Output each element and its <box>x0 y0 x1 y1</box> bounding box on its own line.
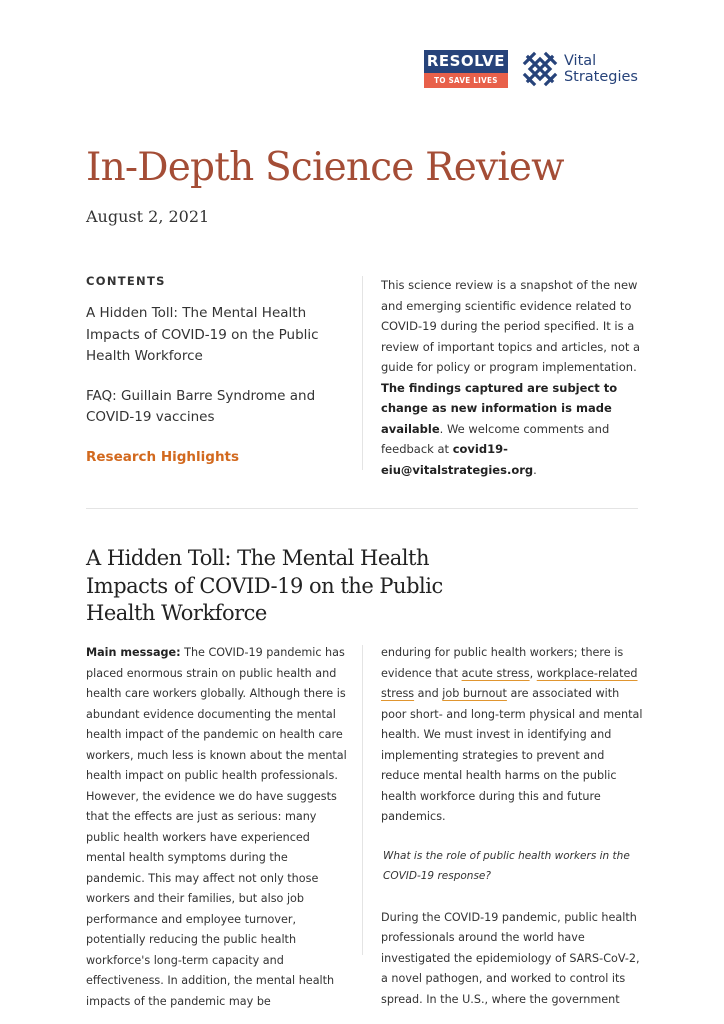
intro-text: This science review is a snapshot of the new and emerging scientific evidence related to COVID-19 during the period specified. It is a review of important topics and articles, not a guide for policy or program implementation. <box>381 278 641 374</box>
resolve-logo <box>424 50 508 88</box>
contents-link-research-highlights[interactable]: Research Highlights <box>86 448 240 465</box>
link-job-burnout[interactable]: job burnout <box>442 687 507 700</box>
vital-wordmark-line2: Strategies <box>563 69 638 85</box>
resolve-logo-tagline: TO SAVE LIVES <box>424 73 508 88</box>
header-logos <box>424 50 638 88</box>
section-divider <box>86 508 638 509</box>
vital-strategies-wordmark <box>564 53 638 85</box>
paragraph-text: are associated with poor short- and long-term physical and mental health. We must invest in identifying and implementing strategies to prevent and reduce mental health harms on the public health workforce during this and future pandemics. <box>381 687 643 823</box>
intro-disclaimer <box>381 275 643 480</box>
subsection-question: What is the role of public health workers in the COVID-19 response? <box>383 849 630 882</box>
paragraph-text: , <box>529 666 537 680</box>
vital-wordmark-line1: Vital <box>563 53 597 69</box>
resolve-logo-name: RESOLVE <box>424 50 508 73</box>
paragraph-text: enduring for public health workers; there is evidence that <box>381 646 624 680</box>
article-paragraph <box>381 643 643 828</box>
contents-link-faq-gbs[interactable]: FAQ: Guillain Barre Syndrome and COVID-19 vaccines <box>86 387 316 425</box>
intro-text-feedback: . We welcome comments and feedback at <box>381 421 610 456</box>
main-message-text: The COVID-19 pandemic has placed enormous strain on public health and health care workers globally. Although there is abundant evidence documenting the mental health impact of the pandemic on health care workers, much less is known about the mental health impact on public health professionals. However, the evidence we do have suggests that the effects are just as serious: many public health workers have experienced mental health symptoms during the pandemic. This may affect not only those workers and their families, but also job performance and employee turnover, potentially reducing the public health workforce's long-term capacity and effectiveness. In addition, the mental health impacts of the pandemic may be <box>86 646 347 1008</box>
publication-date: August 2, 2021 <box>86 207 210 226</box>
column-divider-bottom <box>362 645 363 955</box>
contact-email-link[interactable]: covid19-eiu@vitalstrategies.org <box>381 442 534 477</box>
column-divider-top <box>362 276 363 470</box>
article-column-right <box>381 643 643 1010</box>
intro-text-end: . <box>533 462 537 477</box>
link-acute-stress[interactable]: acute stress <box>461 666 530 680</box>
vital-strategies-logo <box>522 51 638 87</box>
paragraph-text: and <box>414 687 443 700</box>
intro-bold-notice: The findings captured are subject to change as new information is made available <box>381 380 618 436</box>
page-title: In-Depth Science Review <box>86 145 564 190</box>
section-title: A Hidden Toll: The Mental Health Impacts of COVID-19 on the Public Health Workforce <box>86 546 443 625</box>
link-workplace-stress[interactable]: workplace-related stress <box>381 666 638 700</box>
main-message-label: Main message: <box>86 646 181 659</box>
vital-strategies-mark-icon <box>522 51 558 87</box>
contents-link-mental-health[interactable]: A Hidden Toll: The Mental Health Impacts of COVID-19 on the Public Health Workforce <box>86 305 319 364</box>
table-of-contents <box>86 274 346 486</box>
article-paragraph: During the COVID-19 pandemic, public health professionals around the world have investigated the epidemiology of SARS-CoV-2, a novel pathogen, and worked to control its spread. In the U.S., where the government <box>381 910 640 1006</box>
article-column-left <box>86 643 350 1012</box>
contents-heading: CONTENTS <box>86 274 166 288</box>
